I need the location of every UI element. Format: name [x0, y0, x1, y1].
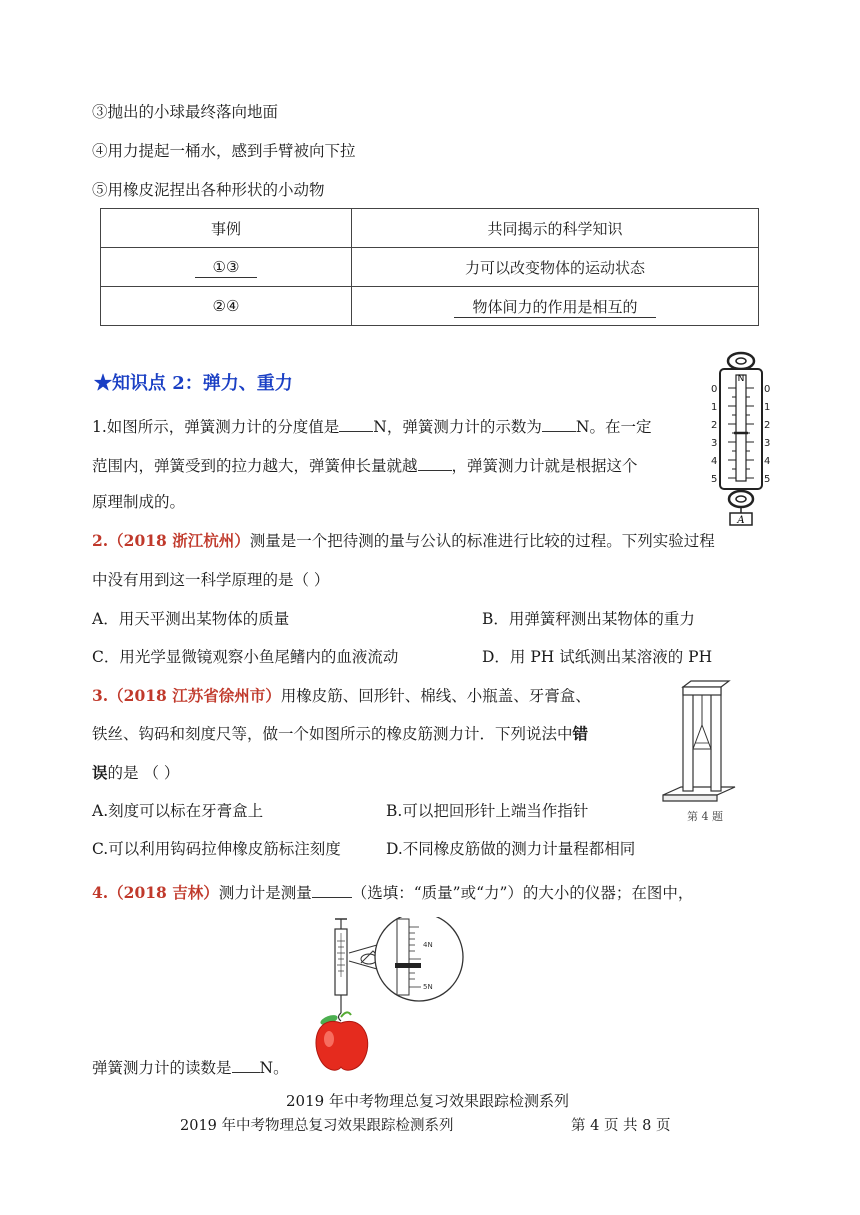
table-cell: ②④ — [101, 287, 352, 326]
q3-option-a[interactable]: A.刻度可以标在牙膏盒上 — [92, 802, 264, 820]
q1-text: 1.如图所示，弹簧测力计的分度值是 — [92, 418, 340, 436]
q1-line3: 原理制成的。 — [92, 493, 186, 511]
tick-label: 1 — [711, 402, 718, 413]
q1-line2 — [92, 452, 638, 477]
q3-line1 — [92, 685, 591, 707]
answer-blank[interactable] — [312, 879, 352, 898]
answer-cell-text: ①③ — [195, 258, 258, 278]
q2-option-d[interactable]: D．用 PH 试纸测出某溶液的 PH — [482, 648, 713, 666]
q1-text: ，弹簧测力计就是根据这个 — [451, 457, 638, 475]
apple-spring-scale-figure — [307, 917, 477, 1079]
table-header-row — [101, 209, 759, 248]
q3-option-b[interactable]: B.可以把回形针上端当作指针 — [386, 802, 589, 820]
q2-line1 — [92, 530, 715, 552]
section-title: ★知识点 2：弹力、重力 — [94, 373, 293, 394]
q1-text: 范围内，弹簧受到的拉力越大，弹簧伸长量就越 — [92, 457, 418, 475]
tick-label: 5 — [711, 474, 718, 485]
table-header-cell: 共同揭示的科学知识 — [352, 209, 759, 248]
q2-option-a[interactable]: A．用天平测出某物体的质量 — [92, 610, 290, 628]
q2-option-c[interactable]: C．用光学显微镜观察小鱼尾鳍内的血液流动 — [92, 648, 399, 666]
q4-text: （选填：“质量”或“力”）的大小的仪器；在图中， — [351, 884, 694, 902]
q3-line3 — [92, 762, 179, 784]
q4-text: N。 — [259, 1059, 289, 1077]
item-5: ⑤用橡皮泥捏出各种形状的小动物 — [92, 181, 325, 199]
figure-caption: 第 4 题 — [687, 810, 723, 823]
tick-label: 0 — [764, 384, 771, 395]
tick-label: 0 — [711, 384, 718, 395]
item-4: ④用力提起一桶水，感到手臂被向下拉 — [92, 142, 356, 160]
table-row — [101, 248, 759, 287]
q3-text: 用橡皮筋、回形针、棉线、小瓶盖、牙膏盒、 — [280, 687, 591, 705]
item-3: ③抛出的小球最终落向地面 — [92, 103, 279, 121]
table-cell — [101, 248, 352, 287]
tick-label: 3 — [711, 438, 718, 449]
q4-line1 — [92, 879, 693, 904]
q4-text: 弹簧测力计的读数是 — [92, 1059, 232, 1077]
q3-emphasis: 错 — [572, 724, 589, 743]
answer-blank[interactable] — [418, 452, 452, 471]
table-header-cell: 事例 — [101, 209, 352, 248]
q2-option-b[interactable]: B．用弹簧秤测出某物体的重力 — [482, 610, 695, 628]
page-number: 第 4 页 共 8 页 — [571, 1118, 671, 1134]
series-title: 2019 年中考物理总复习效果跟踪检测系列 — [286, 1092, 569, 1110]
tick-label: 4 — [764, 456, 771, 467]
q1-text: N。在一定 — [575, 418, 652, 436]
tick-label: 4 — [711, 456, 718, 467]
q3-text: 的是 （ ） — [107, 764, 180, 782]
spring-scale-figure — [706, 351, 776, 531]
q1-text: N，弹簧测力计的示数为 — [373, 418, 542, 436]
tick-label: 2 — [764, 420, 771, 431]
zoom-tick-label: 5N — [423, 983, 433, 991]
table-cell — [352, 287, 759, 326]
tick-label: 3 — [764, 438, 771, 449]
tick-label: 1 — [764, 402, 771, 413]
footer-series-title: 2019 年中考物理总复习效果跟踪检测系列 — [180, 1118, 454, 1134]
tick-label: 5 — [764, 474, 771, 485]
tick-label: 2 — [711, 420, 718, 431]
table-cell: 力可以改变物体的运动状态 — [352, 248, 759, 287]
answer-blank[interactable] — [232, 1054, 260, 1073]
answer-cell-text: 物体间力的作用是相互的 — [454, 298, 655, 318]
rubber-band-scale-figure — [655, 677, 745, 829]
knowledge-table — [100, 208, 759, 326]
q1-line1 — [92, 413, 651, 438]
question-source: 4.（2018 吉林） — [92, 883, 219, 902]
q2-text: 测量是一个把待测的量与公认的标准进行比较的过程。下列实验过程 — [249, 532, 715, 550]
q3-line2 — [92, 723, 588, 745]
q4-line2 — [92, 1054, 289, 1079]
answer-blank[interactable] — [339, 413, 373, 432]
answer-blank[interactable] — [542, 413, 576, 432]
q3-option-d[interactable]: D.不同橡皮筋做的测力计量程都相同 — [386, 840, 636, 858]
q4-text: 测力计是测量 — [218, 884, 312, 902]
q2-line2: 中没有用到这一科学原理的是（ ） — [92, 571, 330, 589]
q3-option-c[interactable]: C.可以利用钩码拉伸橡皮筋标注刻度 — [92, 840, 341, 858]
q3-text: 铁丝、钩码和刻度尺等，做一个如图所示的橡皮筋测力计．下列说法中 — [92, 725, 573, 743]
question-source: 2.（2018 浙江杭州） — [92, 531, 250, 550]
q3-emphasis: 误 — [92, 763, 108, 782]
zoom-tick-label: 4N — [423, 941, 433, 949]
table-row — [101, 287, 759, 326]
weight-label: A — [737, 515, 745, 526]
scale-unit-label: N — [737, 374, 745, 384]
question-source: 3.（2018 江苏省徐州市） — [92, 686, 281, 705]
